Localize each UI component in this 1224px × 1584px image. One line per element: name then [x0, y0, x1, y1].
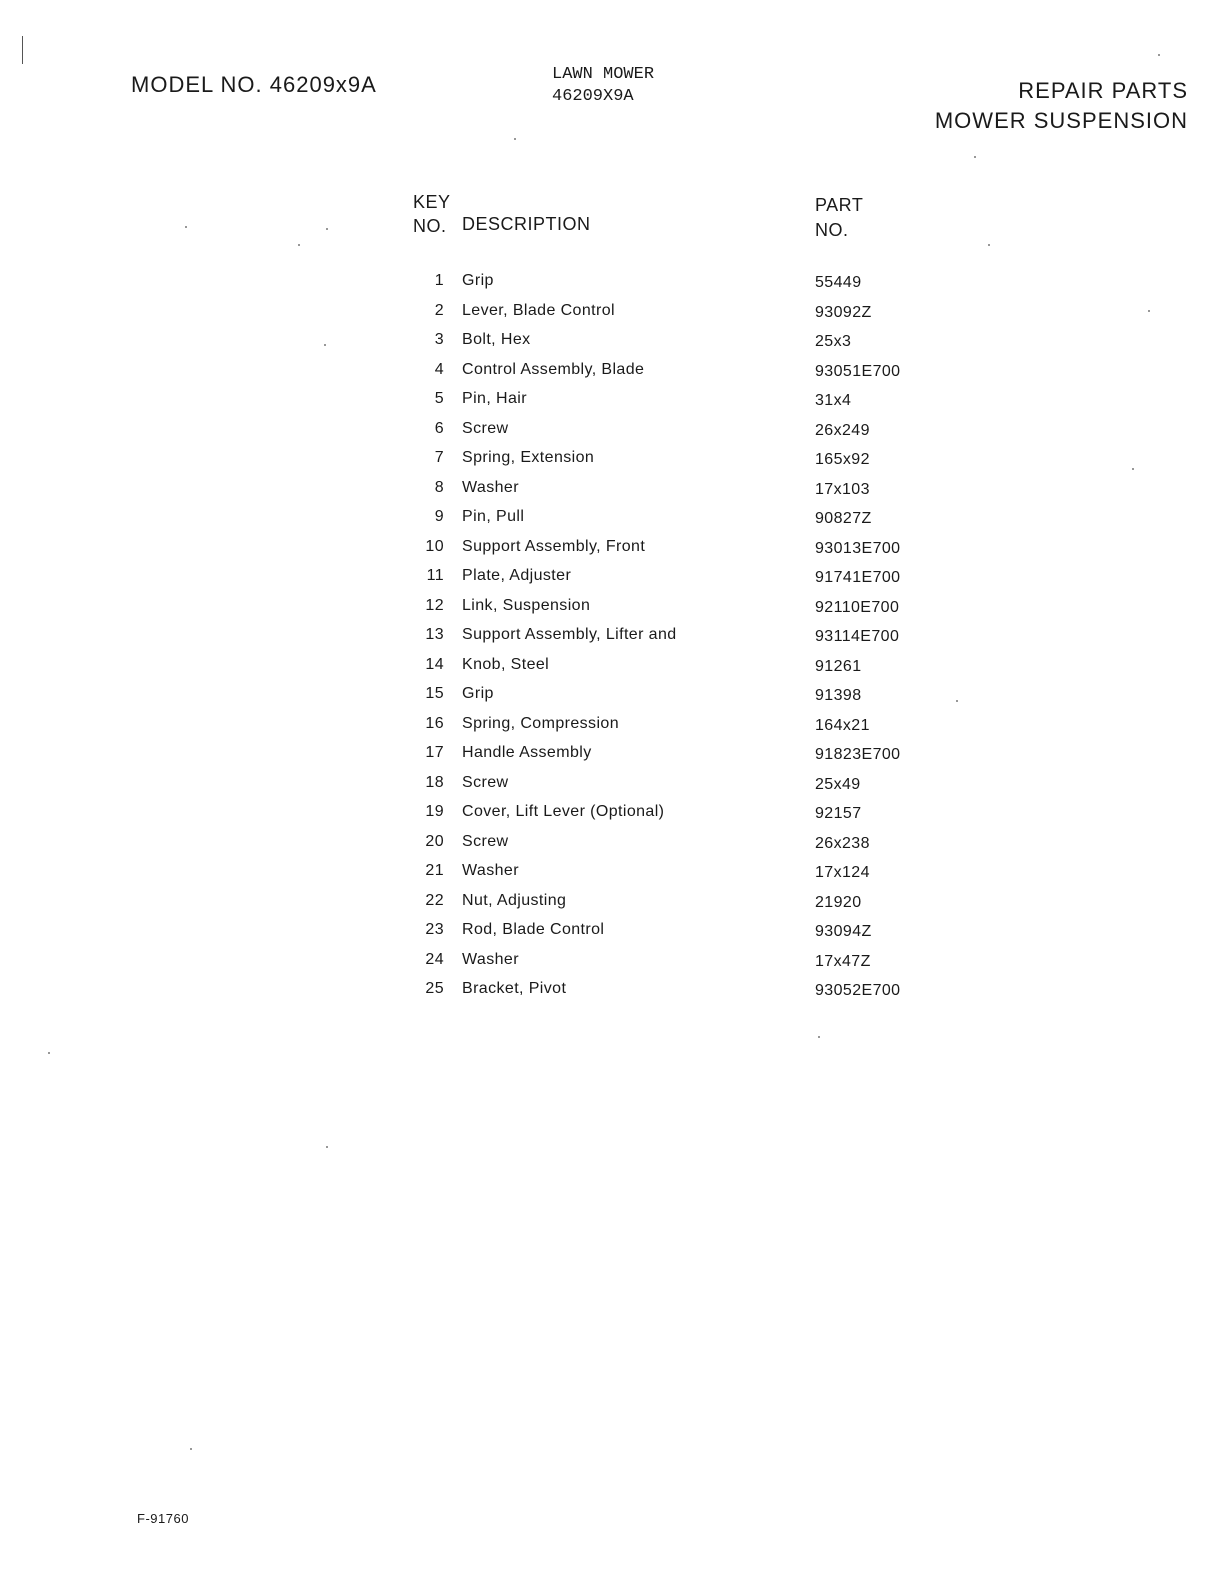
- parts-row: [400, 801, 960, 831]
- part-number: 91823E700: [815, 746, 901, 763]
- parts-row: [400, 595, 960, 625]
- product-stamp: [552, 64, 654, 108]
- parts-row: [400, 624, 960, 654]
- title-section: MOWER SUSPENSION: [934, 108, 1188, 133]
- part-number: 92157: [815, 805, 862, 822]
- part-number: 31x4: [815, 392, 852, 409]
- parts-row: [400, 506, 960, 536]
- part-number: 93114E700: [815, 628, 900, 645]
- key-number: 18: [425, 773, 444, 791]
- parts-row: [400, 536, 960, 566]
- scan-speck: [974, 156, 976, 158]
- part-description: Plate, Adjuster: [462, 567, 572, 584]
- part-description: Screw: [462, 773, 509, 791]
- parts-row: [400, 329, 960, 359]
- part-number: 26x249: [815, 421, 870, 439]
- part-number: 55449: [815, 274, 862, 291]
- parts-row: [400, 978, 960, 1008]
- part-number: 26x238: [815, 834, 870, 852]
- key-number: 4: [434, 360, 444, 378]
- key-number: 17: [425, 744, 444, 761]
- key-number: 1: [434, 272, 444, 289]
- part-description: Link, Suspension: [462, 596, 591, 614]
- part-number: 90827Z: [815, 510, 872, 527]
- part-number: 17x47Z: [815, 952, 871, 970]
- scan-speck: [1132, 468, 1134, 470]
- part-description: Cover, Lift Lever (Optional): [462, 803, 665, 820]
- key-number: 21: [425, 862, 444, 879]
- key-number: 6: [434, 419, 444, 437]
- scan-speck: [48, 1052, 50, 1054]
- part-description: Bracket, Pivot: [462, 980, 567, 997]
- part-description: Lever, Blade Control: [462, 301, 615, 319]
- part-description: Screw: [462, 419, 509, 437]
- parts-list: [400, 270, 960, 1008]
- scan-speck: [326, 1146, 328, 1148]
- part-description: Washer: [462, 950, 519, 968]
- form-code: F-91760: [137, 1511, 189, 1526]
- part-description: Knob, Steel: [462, 655, 550, 673]
- scan-speck: [190, 1448, 192, 1450]
- part-number: 17x124: [815, 864, 870, 881]
- parts-row: [400, 683, 960, 713]
- part-header-line2: NO.: [815, 220, 849, 240]
- part-number: 93051E700: [815, 362, 901, 380]
- scan-speck: [1158, 54, 1160, 56]
- scan-speck: [326, 228, 328, 230]
- part-number: 21920: [815, 893, 862, 911]
- key-no-column-header: [413, 190, 451, 238]
- part-description: Support Assembly, Front: [462, 537, 646, 555]
- part-number: 93094Z: [815, 923, 872, 940]
- part-number: 93013E700: [815, 539, 901, 557]
- part-no-column-header: [815, 193, 863, 243]
- key-number: 13: [425, 626, 444, 643]
- description-column-header: DESCRIPTION: [462, 214, 591, 234]
- scan-speck: [956, 700, 958, 702]
- parts-row: [400, 270, 960, 300]
- key-number: 14: [425, 655, 444, 673]
- key-number: 9: [434, 508, 444, 525]
- part-header-line1: PART: [815, 195, 864, 215]
- key-number: 25: [425, 980, 444, 997]
- part-number: 17x103: [815, 480, 870, 498]
- key-number: 10: [425, 537, 444, 555]
- parts-row: [400, 565, 960, 595]
- part-description: Grip: [462, 685, 494, 702]
- key-header-line1: KEY: [413, 192, 451, 212]
- part-number: 25x3: [815, 333, 852, 350]
- part-description: Bolt, Hex: [462, 331, 531, 348]
- parts-row: [400, 713, 960, 743]
- part-number: 93052E700: [815, 982, 901, 999]
- model-number: MODEL NO. 46209x9A: [131, 72, 377, 97]
- part-description: Washer: [462, 862, 519, 879]
- part-number: 93092Z: [815, 303, 872, 321]
- key-number: 2: [434, 301, 444, 319]
- part-number: 92110E700: [815, 598, 900, 616]
- parts-row: [400, 949, 960, 979]
- key-number: 24: [425, 950, 444, 968]
- part-description: Control Assembly, Blade: [462, 360, 645, 378]
- key-number: 23: [425, 921, 444, 938]
- key-number: 11: [426, 567, 444, 584]
- binding-edge-mark: [22, 36, 23, 64]
- key-number: 5: [434, 390, 444, 407]
- parts-row: [400, 860, 960, 890]
- part-description: Spring, Extension: [462, 449, 595, 466]
- key-number: 19: [425, 803, 444, 820]
- parts-row: [400, 388, 960, 418]
- stamp-product-type: LAWN MOWER: [552, 65, 655, 84]
- key-number: 12: [425, 596, 444, 614]
- key-number: 3: [434, 331, 444, 348]
- key-number: 22: [425, 891, 444, 909]
- parts-row: [400, 418, 960, 448]
- key-header-line2: NO.: [413, 216, 447, 236]
- part-description: Pin, Hair: [462, 390, 527, 407]
- part-number: 25x49: [815, 775, 861, 793]
- part-description: Washer: [462, 478, 519, 496]
- page-title: [935, 76, 1188, 136]
- part-description: Rod, Blade Control: [462, 921, 605, 938]
- part-description: Handle Assembly: [462, 744, 592, 761]
- scan-speck: [988, 244, 990, 246]
- parts-row: [400, 300, 960, 330]
- parts-row: [400, 919, 960, 949]
- parts-row: [400, 772, 960, 802]
- part-description: Pin, Pull: [462, 508, 525, 525]
- part-number: 164x21: [815, 716, 870, 734]
- part-description: Spring, Compression: [462, 714, 619, 732]
- part-number: 91398: [815, 687, 862, 704]
- scan-speck: [185, 226, 187, 228]
- key-number: 15: [425, 685, 444, 702]
- key-number: 7: [434, 449, 444, 466]
- scan-speck: [324, 344, 326, 346]
- parts-row: [400, 477, 960, 507]
- part-description: Grip: [462, 272, 494, 289]
- part-description: Screw: [462, 832, 509, 850]
- parts-row: [400, 447, 960, 477]
- part-description: Support Assembly, Lifter and: [462, 626, 677, 643]
- scan-speck: [818, 1036, 820, 1038]
- key-number: 20: [425, 832, 444, 850]
- parts-row: [400, 359, 960, 389]
- part-description: Nut, Adjusting: [462, 891, 567, 909]
- part-number: 91741E700: [815, 569, 901, 586]
- scan-speck: [298, 244, 300, 246]
- title-repair-parts: REPAIR PARTS: [1018, 78, 1188, 103]
- parts-row: [400, 890, 960, 920]
- part-number: 91261: [815, 657, 862, 675]
- scan-speck: [514, 138, 516, 140]
- scan-speck: [1148, 310, 1150, 312]
- parts-row: [400, 654, 960, 684]
- key-number: 16: [425, 714, 444, 732]
- stamp-model-number: 46209X9A: [552, 87, 634, 106]
- part-number: 165x92: [815, 451, 870, 468]
- parts-row: [400, 831, 960, 861]
- key-number: 8: [434, 478, 444, 496]
- parts-row: [400, 742, 960, 772]
